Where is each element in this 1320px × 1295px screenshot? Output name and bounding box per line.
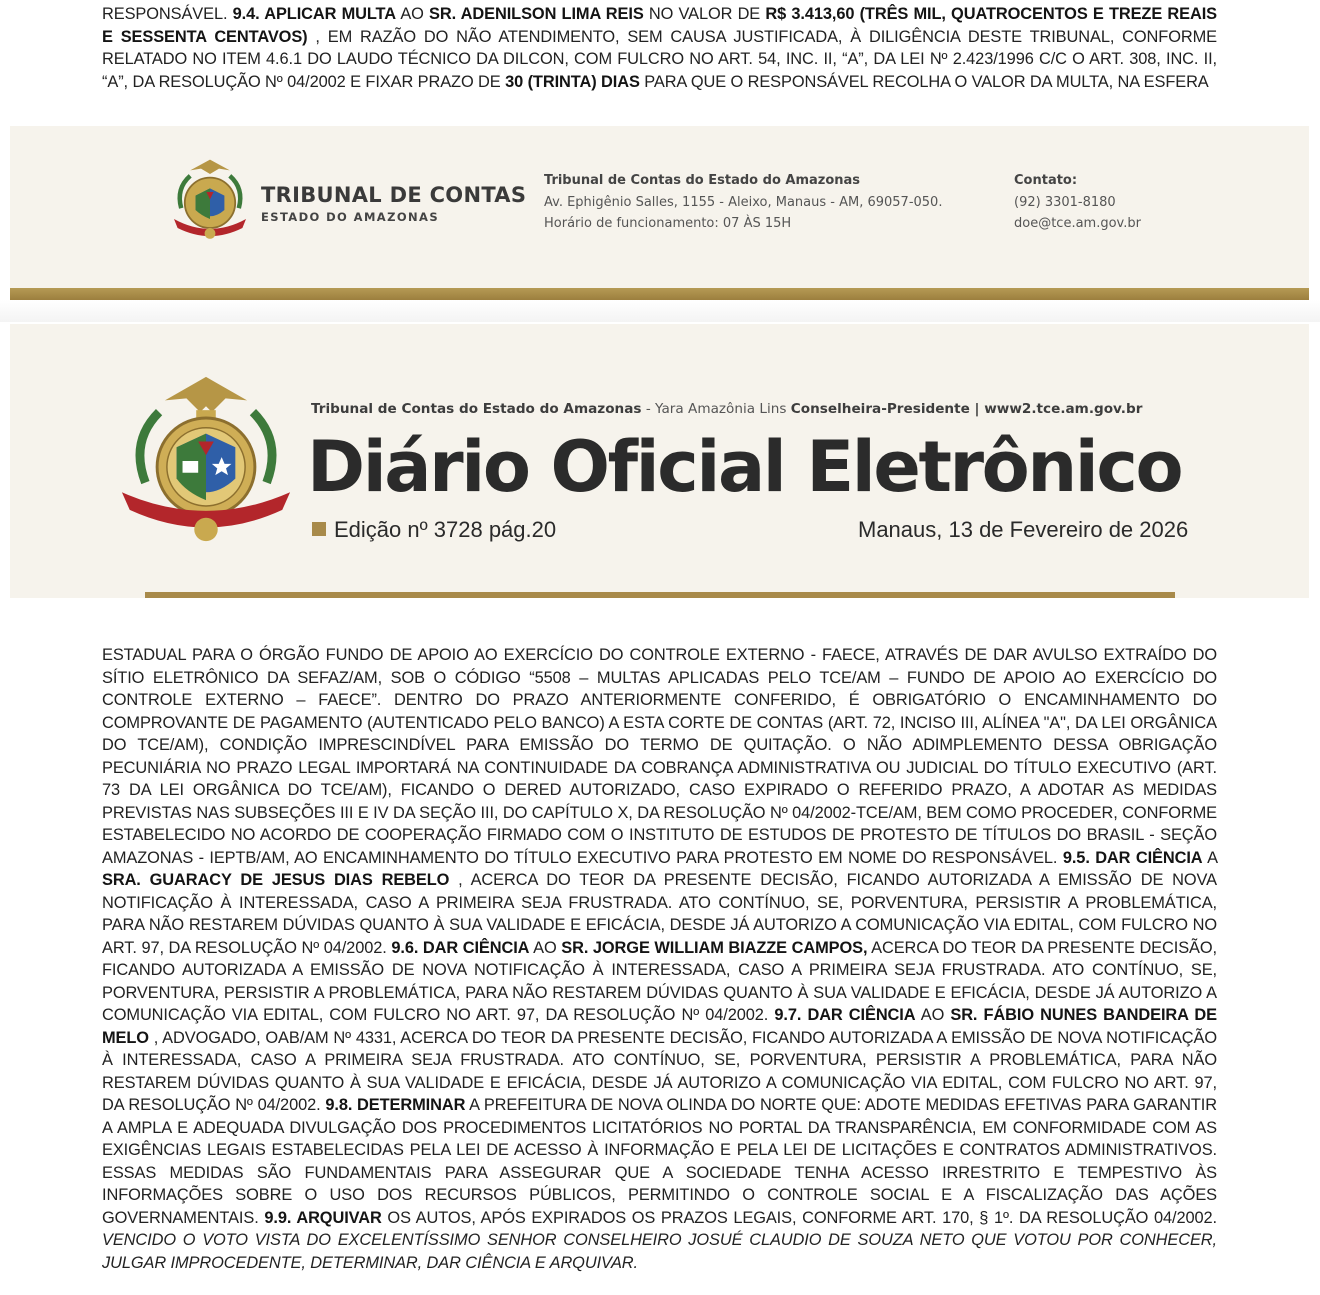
text-run: A — [1207, 848, 1217, 867]
text-run: ACERCA DO TEOR DA PRESENTE DECISÃO, FICANDO AUTORIZADA A EMISSÃO DE NOVA NOTIFICAÇÃO À INTERESSADA, CASO A PRIMEIRA SEJA FRUSTRADA. ATO CONTÍNUO, SE, PORVENTURA, PERSISTIR A PROBLEMÁTICA, PARA NÃO RESTAREM DÚVIDAS QUANTO À SUA VALIDADE E EFICÁCIA, DESDE JÁ AUTORIZO A COMUNICAÇÃO VIA EDITAL, COM FULCRO NO ART. 97, DA RESOLUÇÃO Nº 04/2002. — [102, 938, 1217, 1024]
footer-org-name: Tribunal de Contas do Estado do Amazonas — [544, 173, 861, 188]
tce-seal-icon — [164, 156, 256, 246]
bold-run: SR. JORGE WILLIAM BIAZZE CAMPOS, — [561, 938, 868, 957]
text-run: OS AUTOS, APÓS EXPIRADOS OS PRAZOS LEGAIS, CONFORME ART. 170, § 1º. DA RESOLUÇÃO 04/2002. — [387, 1208, 1217, 1227]
text-run: AO — [920, 1006, 945, 1024]
tce-coat-of-arms-icon — [118, 373, 294, 549]
header-gold-rule — [145, 592, 1175, 598]
footer-contact-block — [1014, 170, 1141, 235]
bold-run: 9.4. APLICAR MULTA — [232, 5, 396, 23]
bold-run: SR. FÁBIO NUNES BANDEIRA DE MELO — [102, 1006, 1217, 1047]
top-paragraph — [102, 3, 1217, 93]
edition-date: Manaus, 13 de Fevereiro de 2026 — [858, 517, 1189, 542]
text-run: RESPONSÁVEL. — [102, 5, 228, 23]
bold-run: SRA. GUARACY DE JESUS DIAS REBELO — [102, 871, 450, 889]
text-run: , ACERCA DO TEOR DA PRESENTE DECISÃO, FICANDO AUTORIZADA A EMISSÃO DE NOVA NOTIFICAÇÃO À INTERESSADA, CASO A PRIMEIRA SEJA FRUSTRADA. ATO CONTÍNUO, SE, PORVENTURA, PERSISTIR A PROBLEMÁTICA, PARA NÃO RESTAREM DÚVIDAS QUANTO À SUA VALIDADE E EFICÁCIA, DESDE JÁ AUTORIZO A COMUNICAÇÃO VIA EDITAL, COM FULCRO NO ART. 97, DA RESOLUÇÃO Nº 04/2002. — [102, 871, 1217, 957]
footer-address-block — [544, 170, 942, 235]
footer-hours: Horário de funcionamento: 07 ÀS 15H — [544, 216, 792, 231]
header-strapline — [311, 401, 1142, 417]
edition-bullet-icon — [312, 522, 326, 536]
footer-contact-label: Contato: — [1014, 173, 1078, 188]
bold-run: R$ 3.413,60 (TRÊS MIL, QUATROCENTOS E TREZE REAIS E SESSENTA CENTAVOS) — [102, 5, 1217, 46]
text-run: ESTADUAL PARA O ÓRGÃO FUNDO DE APOIO AO EXERCÍCIO DO CONTROLE EXTERNO - FAECE, ATRAVÉS DE DAR AVULSO EXTRAÍDO DO SÍTIO ELETRÔNICO DA SEFAZ/AM, SOB O CÓDIGO “5508 – MULTAS APLICADAS PELO TCE/AM – FUNDO DE APOIO AO EXERCÍCIO DO CONTROLE EXTERNO – FAECE”. DENTRO DO PRAZO ANTERIORMENTE CONFERIDO, É OBRIGATÓRIO O ENCAMINHAMENTO DO COMPROVANTE DE PAGAMENTO (AUTENTICADO PELO BANCO) A ESTA CORTE DE CONTAS (ART. 72, INCISO III, ALÍNEA "A", DA LEI ORGÂNICA DO TCE/AM), CONDIÇÃO IMPRESCINDÍVEL PARA EMISSÃO DO TERMO DE QUITAÇÃO. O NÃO ADIMPLEMENTO DESSA OBRIGAÇÃO PECUNIÁRIA NO PRAZO LEGAL IMPORTARÁ NA CONTINUIDADE DA COBRANÇA ADMINISTRATIVA OU JUDICIAL DO TÍTULO EXECUTIVO (ART. 73 DA LEI ORGÂNICA DO TCE/AM), FICANDO O DERED AUTORIZADO, CASO EXPIRADO O REFERIDO PRAZO, A ADOTAR AS MEDIDAS PREVISTAS NAS SUBSEÇÕES III E IV DA SEÇÃO III, DO CAPÍTULO X, DA RESOLUÇÃO Nº 04/2002-TCE/AM, BEM COMO PROCEDER, CONFORME ESTABELECIDO NO ACORDO DE COOPERAÇÃO FIRMADO COM O INSTITUTO DE ESTUDOS DE PROTESTO DE TÍTULOS DO BRASIL - SEÇÃO AMAZONAS - IEPTB/AM, AO ENCAMINHAMENTO DO TÍTULO EXECUTIVO PARA PROTESTO EM NOME DO RESPONSÁVEL. — [102, 646, 1217, 867]
footer-brand-subtitle: ESTADO DO AMAZONAS — [261, 210, 440, 224]
text-run: AO — [400, 5, 424, 23]
strap-separator: - — [645, 401, 651, 417]
strap-role-website: Conselheira-Presidente | www2.tce.am.gov.br — [790, 401, 1143, 417]
text-run: , ADVOGADO, OAB/AM Nº 4331, ACERCA DO TEOR DA PRESENTE DECISÃO, FICANDO AUTORIZADA A EMISSÃO DE NOVA NOTIFICAÇÃO À INTERESSADA, CASO A PRIMEIRA SEJA FRUSTRADA. ATO CONTÍNUO, SE, PORVENTURA, PERSISTIR A PROBLEMÁTICA, PARA NÃO RESTAREM DÚVIDAS QUANTO À SUA VALIDADE E EFICÁCIA, DESDE JÁ AUTORIZO A COMUNICAÇÃO VIA EDITAL, COM FULCRO NO ART. 97, DA RESOLUÇÃO Nº 04/2002. — [102, 1028, 1217, 1114]
bold-run: SR. ADENILSON LIMA REIS — [429, 5, 644, 23]
closing-italic: VENCIDO O VOTO VISTA DO EXCELENTÍSSIMO SENHOR CONSELHEIRO JOSUÉ CLAUDIO DE SOUZA NETO QUE VOTOU POR CONHECER, JULGAR IMPROCEDENTE, DETERMINAR, DAR CIÊNCIA E ARQUIVAR. — [102, 1231, 1217, 1272]
strap-president-name: Yara Amazônia Lins — [655, 401, 787, 417]
footer-gold-rule — [10, 288, 1309, 300]
bold-run: 9.9. ARQUIVAR — [264, 1208, 382, 1227]
footer-phone[interactable]: (92) 3301-8180 — [1014, 194, 1116, 210]
bold-run: 30 (TRINTA) DIAS — [505, 72, 640, 91]
bold-run: 9.8. DETERMINAR — [325, 1096, 466, 1114]
edition-text: Edição nº 3728 pág.20 — [334, 517, 557, 542]
strap-org: Tribunal de Contas do Estado do Amazonas — [311, 401, 642, 417]
page-separator — [0, 300, 1320, 322]
text-run: PARA QUE O RESPONSÁVEL RECOLHA O VALOR DA MULTA, NA ESFERA — [644, 72, 1209, 91]
footer-brand-title: TRIBUNAL DE CONTAS — [261, 183, 527, 207]
text-run: NO VALOR DE — [648, 5, 761, 23]
text-run: AO — [533, 938, 557, 957]
text-run: , EM RAZÃO DO NÃO ATENDIMENTO, SEM CAUSA JUSTIFICADA, À DILIGÊNCIA DESTE TRIBUNAL, CONFORME RELATADO NO ITEM 4.6.1 DO LAUDO TÉCNICO DA DILCON, COM FULCRO NO ART. 54, INC. II, “A”, DA LEI Nº 2.423/1996 C/C O ART. 308, INC. II, “A”, DA RESOLUÇÃO Nº 04/2002 E FIXAR PRAZO DE — [102, 27, 1217, 91]
bold-run: 9.6. DAR CIÊNCIA — [391, 938, 530, 957]
bold-run: 9.7. DAR CIÊNCIA — [774, 1006, 916, 1024]
page-title: Diário Oficial Eletrônico — [307, 426, 1182, 508]
edition-label — [312, 517, 556, 543]
footer-brand — [261, 183, 526, 224]
footer-address: Av. Ephigênio Salles, 1155 - Aleixo, Manaus - AM, 69057-050. — [544, 194, 943, 210]
bold-run: 9.5. DAR CIÊNCIA — [1062, 848, 1203, 867]
main-paragraph — [102, 644, 1217, 1274]
text-run: A PREFEITURA DE NOVA OLINDA DO NORTE QUE: ADOTE MEDIDAS EFETIVAS PARA GARANTIR A AMPLA E ADEQUADA DIVULGAÇÃO DOS PROCEDIMENTOS LICITATÓRIOS NO PORTAL DA TRANSPARÊNCIA, EM CONFORMIDADE COM AS EXIGÊNCIAS LEGAIS ESTABELECIDAS PELA LEI DE ACESSO À INFORMAÇÃO E PELA LEI DE LICITAÇÕES E CONTRATOS ADMINISTRATIVOS. ESSAS MEDIDAS SÃO FUNDAMENTAIS PARA ASSEGURAR QUE A SOCIEDADE TENHA ACESSO IRRESTRITO E TEMPESTIVO ÀS INFORMAÇÕES SOBRE O USO DOS RECURSOS PÚBLICOS, PERMITINDO O CONTROLE SOCIAL E A FISCALIZAÇÃO DAS AÇÕES GOVERNAMENTAIS. — [102, 1096, 1217, 1227]
footer-email[interactable]: doe@tce.am.gov.br — [1014, 216, 1141, 231]
